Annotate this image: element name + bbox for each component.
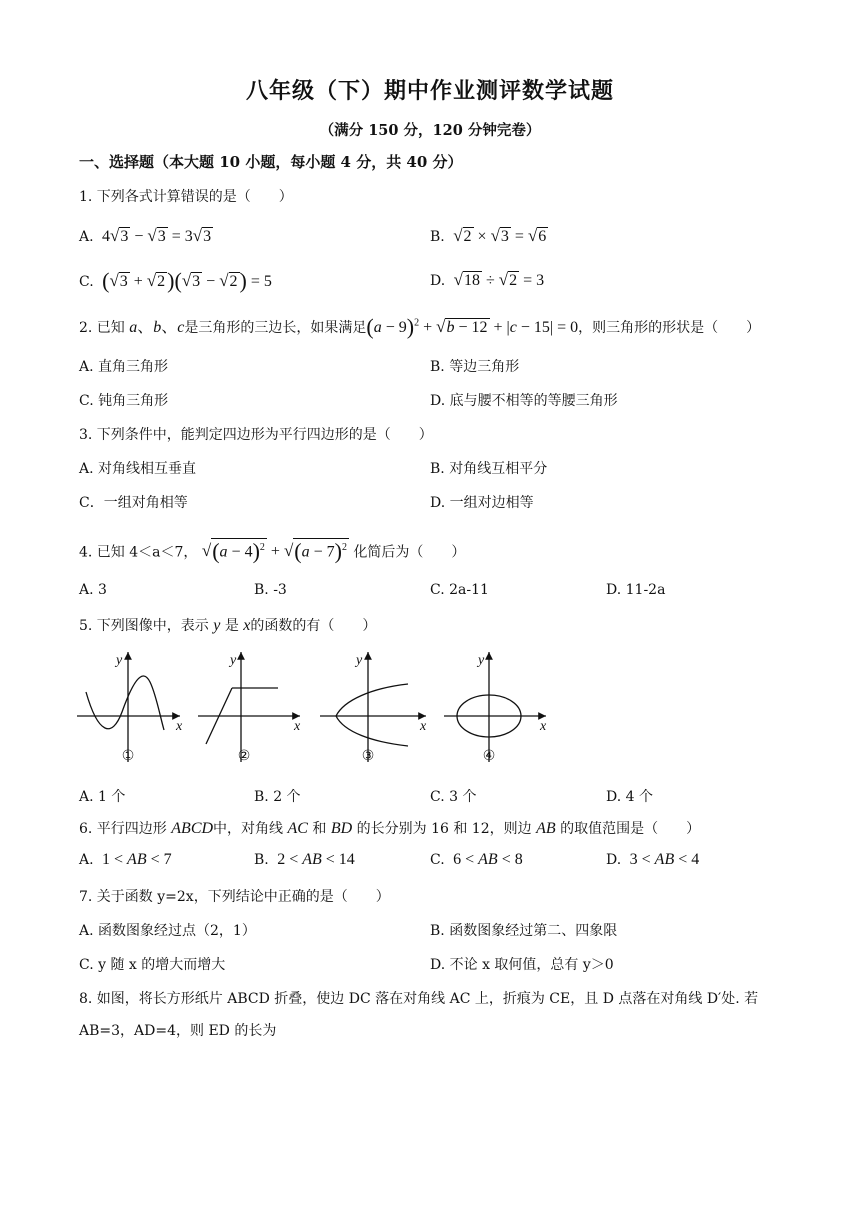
graph-1 xyxy=(77,652,180,762)
q1-option-c-label: C. xyxy=(79,274,94,290)
page-title: 八年级（下）期中作业测评数学试题 xyxy=(245,78,614,104)
svg-text:x: x xyxy=(420,719,427,734)
q2-option-c: C. 钝角三角形 xyxy=(79,393,169,409)
q4-option-c: C. 2a-11 xyxy=(430,582,489,598)
q1-stem: 1. 下列各式计算错误的是（ ） xyxy=(79,189,293,205)
svg-text:x: x xyxy=(540,719,547,734)
graph-4-label: ④ xyxy=(482,748,496,764)
svg-text:y: y xyxy=(230,653,237,668)
q3-stem: 3. 下列条件中，能判定四边形为平行四边形的是（ ） xyxy=(79,427,433,443)
q5-option-b: B. 2 个 xyxy=(254,789,301,805)
graph-4 xyxy=(444,652,546,762)
q3-option-d: D. 一组对边相等 xyxy=(430,495,534,511)
q7-stem: 7. 关于函数 y=2x，下列结论中正确的是（ ） xyxy=(79,889,390,905)
q7-option-b: B. 函数图象经过第二、四象限 xyxy=(430,923,618,939)
q4-option-a: A. 3 xyxy=(79,582,107,598)
svg-text:x: x xyxy=(294,719,301,734)
q5-option-c: C. 3 个 xyxy=(430,789,477,805)
q8-line1: 8. 如图，将长方形纸片 ABCD 折叠，使边 DC 落在对角线 AC 上，折痕为 CE，且 D 点落在对角线 D′处. 若 xyxy=(79,991,759,1007)
page-subtitle: （满分 150 分，120 分钟完卷） xyxy=(319,122,541,139)
svg-text:y: y xyxy=(478,653,485,668)
q5-option-a: A. 1 个 xyxy=(79,789,126,805)
q1-option-a: A. 4√3 − √3 = 3√3 xyxy=(79,226,212,245)
graph-2 xyxy=(198,652,300,762)
svg-text:y: y xyxy=(356,653,363,668)
q6-option-b: B. 2 < AB < 14 xyxy=(254,851,355,868)
q7-option-a: A. 函数图象经过点（2，1） xyxy=(79,923,256,939)
q5-option-d: D. 4 个 xyxy=(606,789,653,805)
q1-option-d-label: D. xyxy=(430,273,446,289)
q3-option-c: C．一组对角相等 xyxy=(79,495,188,511)
q7-option-c: C. y 随 x 的增大而增大 xyxy=(79,957,226,973)
q6-stem: 6. 平行四边形 ABCD中，对角线 AC 和 BD 的长分别为 16 和 12，则边 AB 的取值范围是（ ） xyxy=(79,820,701,837)
q6-option-c: C. 6 < AB < 8 xyxy=(430,851,523,868)
q1-option-a-label: A. xyxy=(79,229,94,245)
graph-3 xyxy=(320,652,426,762)
svg-text:x: x xyxy=(176,719,183,734)
q4-option-b: B. -3 xyxy=(254,582,287,598)
function-graphs-figure xyxy=(72,644,562,772)
q1-option-d: D. √18 ÷ √2 = 3 xyxy=(430,270,545,289)
q1-option-b: B. √2 × √3 = √6 xyxy=(430,226,547,245)
svg-text:y: y xyxy=(116,653,123,668)
q1-option-c: C. (√3 + √2)(√3 − √2) = 5 xyxy=(79,268,272,293)
graph-2-label: ② xyxy=(237,748,251,764)
q4-stem: 4. 已知 4＜a＜7， $√(a - 4)^2 + √(a - 7)^2$ 化简后为（ ） xyxy=(79,538,466,564)
graph-3-label: ③ xyxy=(361,748,375,764)
section-heading: 一、选择题（本大题 10 小题，每小题 4 分，共 40 分） xyxy=(79,153,463,171)
q2-option-a: A. 直角三角形 xyxy=(79,359,169,375)
q3-option-a: A. 对角线相互垂直 xyxy=(79,461,197,477)
q2-stem: 2. 已知 a、b、c是三角形的三边长，如果满足$(a - 9)^2 + √b - 12 + |c - 15| = 0$，则三角形的形状是（ ） xyxy=(79,314,761,339)
graph-1-label: ① xyxy=(121,748,135,764)
q4-option-d: D. 11-2a xyxy=(606,582,666,598)
q6-option-d: D. 3 < AB < 4 xyxy=(606,851,700,868)
q6-option-a: A. 1 < AB < 7 xyxy=(79,851,172,868)
q8-line2: AB=3，AD=4，则 ED 的长为 xyxy=(79,1023,277,1039)
q2-option-d: D. 底与腰不相等的等腰三角形 xyxy=(430,393,618,409)
q1-option-b-label: B. xyxy=(430,229,445,245)
q3-option-b: B. 对角线互相平分 xyxy=(430,461,548,477)
q2-option-b: B. 等边三角形 xyxy=(430,359,520,375)
q5-stem: 5. 下列图像中，表示 y 是 x的函数的有（ ） xyxy=(79,617,377,634)
q7-option-d: D. 不论 x 取何值，总有 y＞0 xyxy=(430,957,614,973)
